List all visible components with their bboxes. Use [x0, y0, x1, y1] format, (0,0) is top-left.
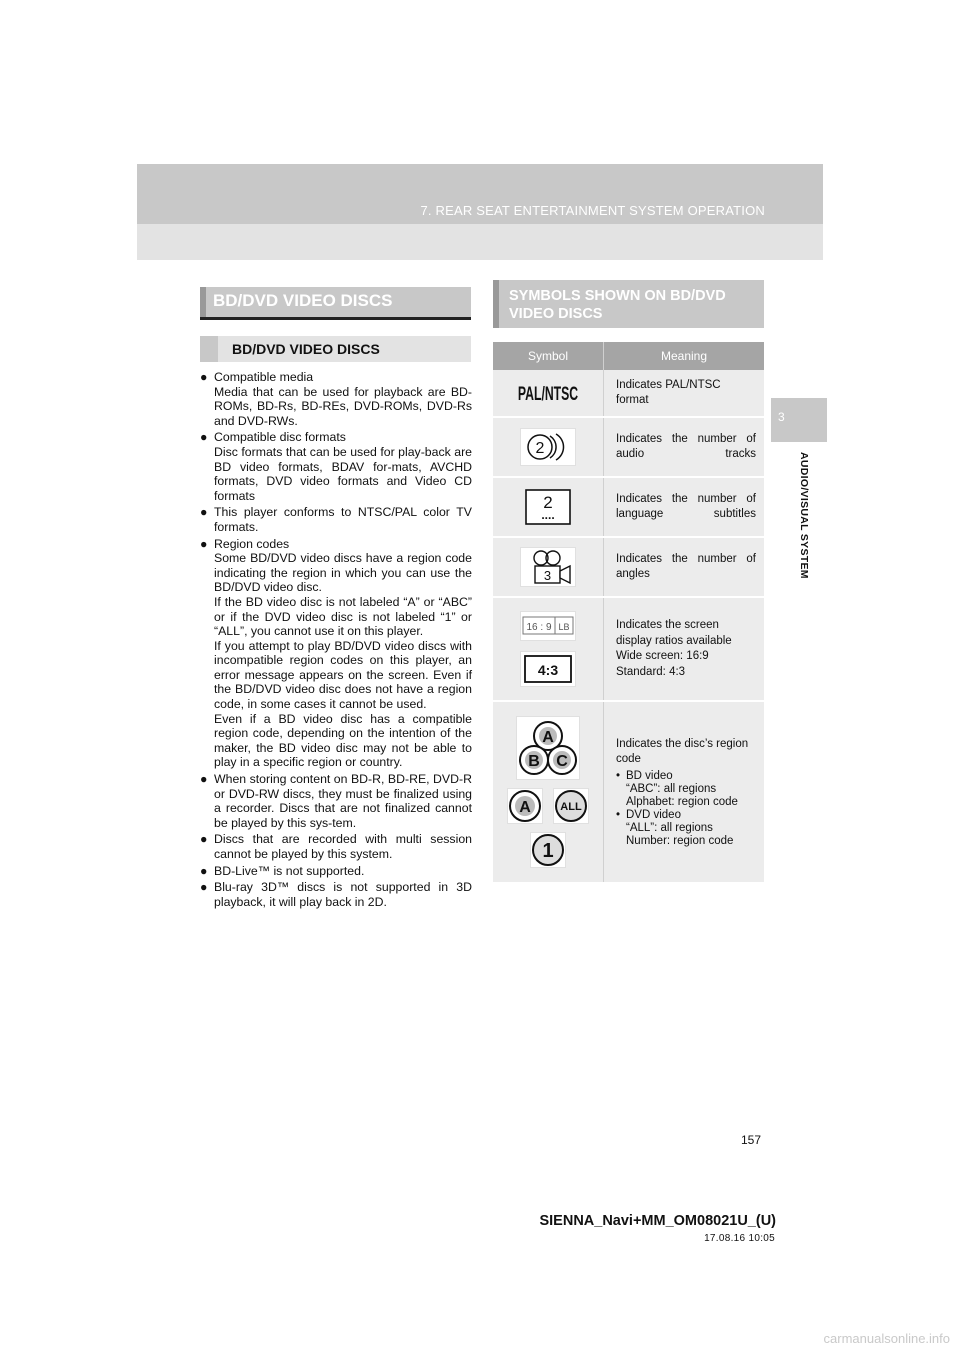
document-id: SIENNA_Navi+MM_OM08021U_(U)	[539, 1213, 776, 1229]
subtitles-icon	[520, 487, 576, 527]
list-item	[200, 864, 472, 879]
section-heading-text: BD/DVD VIDEO DISCS	[213, 291, 393, 310]
svg-text:ALL: ALL	[560, 801, 582, 813]
row-meaning: Indicates the disc’s region code	[616, 737, 749, 765]
item-text: Disc formats that can be used for play-back are BD video formats, BDAV for-mats, AVCHD formats, DVD video formats and Video CD formats	[214, 444, 472, 503]
item-text: Blu-ray 3D™ discs is not supported in 3D playback, it will play back in 2D.	[214, 880, 472, 909]
item-text: BD-Live™ is not supported.	[214, 863, 365, 878]
item-text: If the BD video disc is not labeled “A” or “ABC” or if the DVD video disc is not labeled “1” or “ALL”, you cannot use it on this player.	[214, 594, 472, 639]
item-text: This player conforms to NTSC/PAL color TV formats.	[214, 505, 472, 534]
list-item	[200, 370, 472, 428]
svg-text:2: 2	[535, 440, 545, 457]
row-meaning: Indicates the number of angles	[616, 552, 756, 580]
item-heading: Compatible disc formats	[214, 430, 346, 445]
pal-ntsc-icon	[518, 378, 578, 408]
bullet-icon: •	[616, 808, 621, 821]
chapter-title: 7. REAR SEAT ENTERTAINMENT SYSTEM OPERATION	[420, 203, 765, 218]
list-item	[200, 430, 472, 503]
svg-text:PAL/NTSC: PAL/NTSC	[518, 383, 578, 405]
symbols-section-heading-text: SYMBOLS SHOWN ON BD/DVD VIDEO DISCS	[509, 288, 726, 322]
row-meaning: Standard: 4:3	[616, 665, 686, 678]
item-text: Discs that are recorded with multi session cannot be played by this system.	[214, 832, 472, 861]
region-list	[616, 770, 756, 848]
svg-text:A: A	[519, 799, 531, 816]
table-row	[493, 598, 764, 702]
bullet-icon: ●	[200, 863, 208, 878]
svg-text:C: C	[556, 753, 568, 770]
list-item: • BD video “ABC”: all regions Alphabet: region code	[616, 769, 738, 808]
bullet-icon: ●	[200, 832, 208, 847]
region-all-icon	[553, 788, 589, 824]
column-header-symbol: Symbol	[493, 342, 604, 370]
body-text	[200, 370, 472, 911]
item-heading: Compatible media	[214, 370, 314, 384]
section-heading	[200, 287, 471, 320]
svg-text:LB: LB	[558, 622, 570, 632]
region-abc-icon	[516, 716, 580, 780]
row-meaning: Indicates the screen display ratios available	[616, 619, 732, 647]
list-item	[200, 537, 472, 771]
bullet-icon: •	[616, 769, 621, 782]
item-text: Media that can be used for playback are BD-ROMs, BD-Rs, BD-REs, DVD-ROMs, DVD-Rs and DVD-RWs.	[214, 384, 472, 428]
item-text: Some BD/DVD video discs have a region code indicating the region in which you can use the BD/DVD video disc.	[214, 551, 472, 595]
bullet-icon: ●	[200, 880, 208, 895]
subsection-heading-text: BD/DVD VIDEO DISCS	[232, 341, 380, 357]
svg-text:16 : 9: 16 : 9	[526, 622, 552, 633]
list-item: • DVD video “ALL”: all regions Number: region code	[616, 808, 734, 847]
region-a-icon	[507, 788, 543, 824]
svg-text:A: A	[542, 729, 554, 746]
widescreen-ratio-icon	[520, 611, 576, 641]
item-text: Even if a BD video disc has a compatible region code, depending on the intention of the maker, the BD video disc may not be able to play in a specific region or country.	[214, 711, 472, 770]
item-text: If you attempt to play BD/DVD video discs with incompatible region codes on this player, an error message appears on the screen. Even if the BD/DVD video disc does not have a region code, in some cases it cannot be used.	[214, 638, 472, 712]
header-subband	[137, 224, 823, 260]
svg-text:3: 3	[543, 568, 552, 583]
column-header-meaning: Meaning	[660, 349, 708, 363]
chapter-tab-label-text: AUDIO/VISUAL SYSTEM	[798, 452, 810, 579]
svg-text:1: 1	[542, 840, 554, 862]
watermark: carmanualsonline.info	[823, 1331, 950, 1346]
bullet-icon: ●	[200, 505, 208, 520]
audio-tracks-icon	[520, 428, 576, 466]
symbols-table	[493, 342, 764, 884]
list-item	[200, 832, 472, 861]
bullet-icon: ●	[200, 772, 208, 787]
bullet-icon: ●	[200, 370, 208, 384]
list-item	[200, 505, 472, 534]
camera-angles-icon	[520, 547, 576, 587]
symbols-section-heading	[493, 280, 764, 328]
row-meaning: Wide screen: 16:9	[616, 650, 709, 662]
page-number: 157	[741, 1133, 762, 1147]
chapter-tab-label	[798, 452, 814, 602]
svg-text:2: 2	[543, 493, 553, 512]
table-row	[493, 702, 764, 884]
region-1-icon	[530, 832, 566, 868]
svg-text:B: B	[528, 753, 540, 770]
table-row	[493, 370, 764, 418]
standard-ratio-icon	[520, 651, 576, 687]
subsection-heading	[200, 336, 471, 362]
table-row	[493, 418, 764, 478]
document-timestamp: 17.08.16 10:05	[704, 1233, 775, 1244]
header-band	[137, 164, 823, 224]
bullet-icon: ●	[200, 536, 208, 551]
row-meaning: Indicates the number of audio tracks	[616, 432, 756, 460]
row-meaning: Indicates the number of language subtitles	[616, 492, 756, 520]
table-row	[493, 538, 764, 598]
table-header	[493, 342, 764, 370]
list-item	[200, 880, 472, 909]
item-text: When storing content on BD-R, BD-RE, DVD-R or DVD-RW discs, they must be finalized using a recorder. Discs that are not finalized cannot be played by this sys-tem.	[214, 772, 472, 830]
row-meaning: Indicates PAL/NTSC format	[616, 378, 721, 406]
item-heading: Region codes	[214, 536, 290, 551]
svg-text:....: ....	[541, 508, 555, 522]
chapter-tab-number: 3	[778, 410, 785, 424]
list-item	[200, 772, 472, 830]
svg-text:4:3: 4:3	[537, 662, 559, 678]
bullet-icon: ●	[200, 430, 208, 445]
table-row	[493, 478, 764, 538]
